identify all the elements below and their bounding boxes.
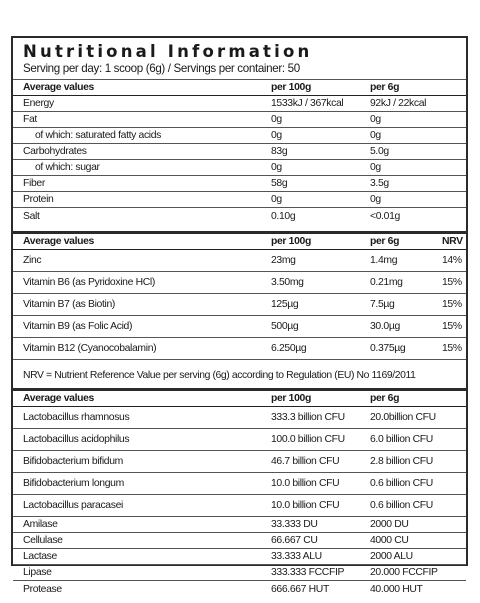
- header-cell: per 100g: [271, 236, 311, 247]
- per-serving-value: 2000 ALU: [370, 551, 413, 562]
- row-label: Energy: [23, 98, 54, 109]
- nutrition-panel: [11, 36, 468, 595]
- row-label: Lactase: [23, 551, 57, 562]
- row-label: Zinc: [23, 255, 42, 266]
- row-label: Bifidobacterium longum: [23, 478, 124, 489]
- per-100g-value: 58g: [271, 178, 288, 189]
- row-label: Cellulase: [23, 535, 63, 546]
- header-cell: per 6g: [370, 82, 400, 93]
- row-label: Vitamin B7 (as Biotin): [23, 299, 116, 310]
- row-label: Salt: [23, 210, 40, 222]
- table-row: [13, 144, 466, 160]
- nrv-value: 15%: [442, 277, 462, 288]
- per-100g-value: 0.10g: [271, 210, 296, 222]
- header-cell: per 100g: [271, 393, 311, 404]
- per-100g-value: 666.667 HUT: [271, 583, 329, 595]
- per-serving-value: 0g: [370, 130, 381, 141]
- table-row: [13, 160, 466, 176]
- table-row: [13, 517, 466, 533]
- row-label: Lactobacillus paracasei: [23, 500, 123, 511]
- row-label: Amilase: [23, 519, 58, 530]
- serving-info: Serving per day: 1 scoop (6g) / Servings per container: 50: [23, 62, 300, 75]
- per-serving-value: 1.4mg: [370, 255, 398, 266]
- table-row: [13, 581, 466, 597]
- per-serving-value: 0.21mg: [370, 277, 403, 288]
- per-serving-value: 20.0billion CFU: [370, 412, 436, 423]
- vitamin-mineral-table: [13, 234, 466, 360]
- row-label: Fiber: [23, 178, 45, 189]
- per-serving-value: 2.8 billion CFU: [370, 456, 433, 467]
- probiotic-enzyme-table: [13, 391, 466, 597]
- row-label: Protein: [23, 194, 54, 205]
- nrv-value: 15%: [442, 343, 462, 354]
- row-label: Fat: [23, 114, 37, 125]
- per-serving-value: 20.000 FCCFIP: [370, 567, 438, 578]
- table-row: [13, 250, 466, 272]
- row-label: Bifidobacterium bifidum: [23, 456, 123, 467]
- per-serving-value: 2000 DU: [370, 519, 409, 530]
- per-serving-value: 40.000 HUT: [370, 583, 423, 595]
- header-cell: NRV: [442, 236, 463, 247]
- row-label: Lactobacillus rhamnosus: [23, 412, 130, 423]
- nrv-value: 15%: [442, 299, 462, 310]
- table-row: [13, 533, 466, 549]
- per-100g-value: 100.0 billion CFU: [271, 434, 345, 445]
- per-100g-value: 46.7 billion CFU: [271, 456, 340, 467]
- row-label: Carbohydrates: [23, 146, 87, 157]
- row-label: Vitamin B6 (as Pyridoxine HCl): [23, 277, 155, 288]
- table-row: [13, 407, 466, 429]
- table-row: [13, 429, 466, 451]
- per-100g-value: 10.0 billion CFU: [271, 500, 340, 511]
- header-cell: Average values: [23, 82, 94, 93]
- table-row: [13, 176, 466, 192]
- row-label: of which: saturated fatty acids: [35, 130, 162, 141]
- table-row: [13, 338, 466, 360]
- per-serving-value: 0g: [370, 114, 381, 125]
- per-serving-value: 0g: [370, 162, 381, 173]
- per-100g-value: 0g: [271, 114, 282, 125]
- per-100g-value: 1533kJ / 367kcal: [271, 98, 344, 109]
- row-label: Protease: [23, 583, 62, 595]
- per-serving-value: 7.5µg: [370, 299, 395, 310]
- table-row: [13, 495, 466, 517]
- per-100g-value: 125µg: [271, 299, 299, 310]
- per-serving-value: 6.0 billion CFU: [370, 434, 433, 445]
- per-100g-value: 83g: [271, 146, 288, 157]
- per-100g-value: 500µg: [271, 321, 299, 332]
- per-100g-value: 66.667 CU: [271, 535, 318, 546]
- per-serving-value: 3.5g: [370, 178, 389, 189]
- per-100g-value: 0g: [271, 130, 282, 141]
- nrv-value: 15%: [442, 321, 462, 332]
- page-title: Nutritional Information: [23, 42, 313, 61]
- per-100g-value: 333.333 FCCFIP: [271, 567, 345, 578]
- table-header: [13, 234, 466, 250]
- per-serving-value: <0.01g: [370, 210, 400, 222]
- per-100g-value: 0g: [271, 162, 282, 173]
- per-100g-value: 0g: [271, 194, 282, 205]
- per-serving-value: 92kJ / 22kcal: [370, 98, 427, 109]
- nrv-value: 14%: [442, 255, 462, 266]
- macronutrient-table: [13, 80, 466, 224]
- per-serving-value: 0.6 billion CFU: [370, 478, 433, 489]
- per-100g-value: 33.333 ALU: [271, 551, 322, 562]
- table-row: [13, 128, 466, 144]
- per-serving-value: 5.0g: [370, 146, 389, 157]
- row-label: of which: sugar: [35, 162, 100, 173]
- table-row: [13, 451, 466, 473]
- row-label: Vitamin B12 (Cyanocobalamin): [23, 343, 157, 354]
- table-row: [13, 112, 466, 128]
- nrv-footnote: NRV = Nutrient Reference Value per serving (6g) according to Regulation (EU) No 1169/2011: [23, 370, 416, 381]
- row-label: Lipase: [23, 567, 52, 578]
- header-cell: Average values: [23, 236, 94, 247]
- table-row: [13, 565, 466, 581]
- per-serving-value: 0.375µg: [370, 343, 406, 354]
- table-header: [13, 80, 466, 96]
- per-100g-value: 333.3 billion CFU: [271, 412, 345, 423]
- row-label: Lactobacillus acidophilus: [23, 434, 130, 445]
- per-100g-value: 6.250µg: [271, 343, 307, 354]
- row-label: Vitamin B9 (as Folic Acid): [23, 321, 133, 332]
- header-cell: per 6g: [370, 393, 400, 404]
- per-100g-value: 23mg: [271, 255, 296, 266]
- table-row: [13, 549, 466, 565]
- per-serving-value: 0g: [370, 194, 381, 205]
- header-cell: per 100g: [271, 82, 311, 93]
- per-serving-value: 4000 CU: [370, 535, 409, 546]
- table-row: [13, 316, 466, 338]
- per-100g-value: 33.333 DU: [271, 519, 318, 530]
- per-serving-value: 0.6 billion CFU: [370, 500, 433, 511]
- per-serving-value: 30.0µg: [370, 321, 400, 332]
- table-row: [13, 192, 466, 208]
- table-row: [13, 294, 466, 316]
- per-100g-value: 10.0 billion CFU: [271, 478, 340, 489]
- table-row: [13, 272, 466, 294]
- table-row: [13, 473, 466, 495]
- table-row: [13, 208, 466, 224]
- header-cell: Average values: [23, 393, 94, 404]
- table-row: [13, 96, 466, 112]
- table-header: [13, 391, 466, 407]
- per-100g-value: 3.50mg: [271, 277, 304, 288]
- header-cell: per 6g: [370, 236, 400, 247]
